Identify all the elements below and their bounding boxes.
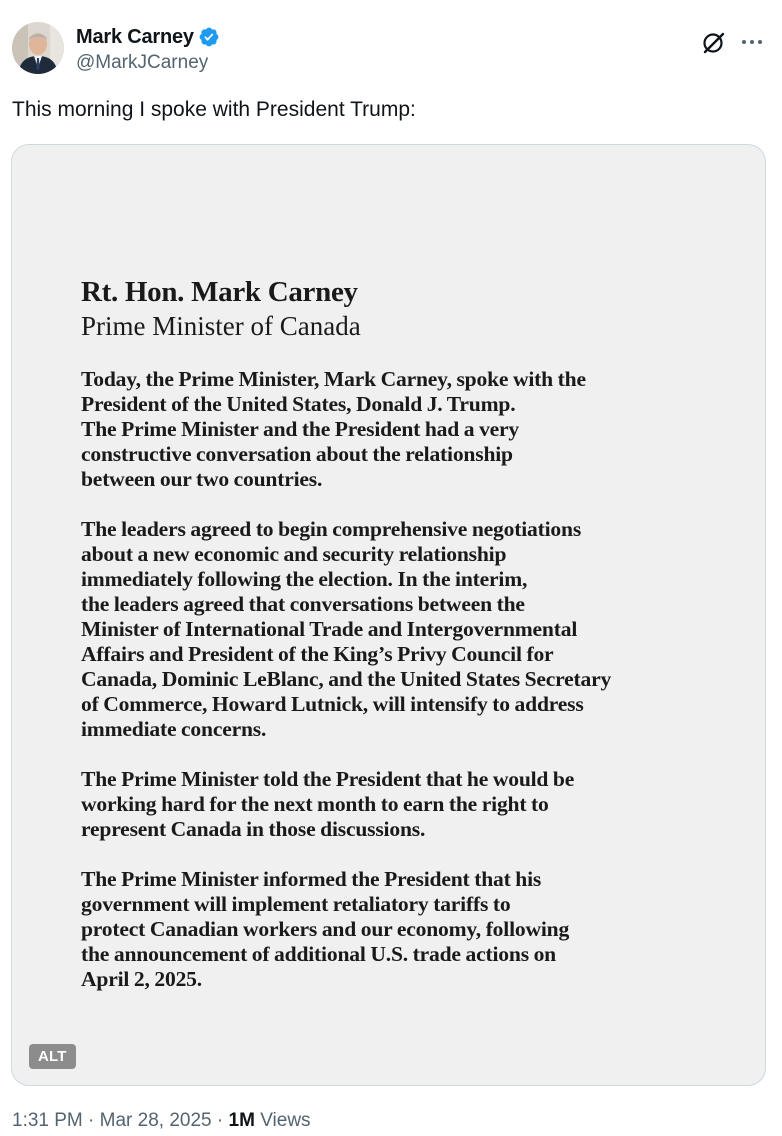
tweet-meta <box>12 1110 311 1132</box>
statement-line: The Prime Minister informed the President that his <box>81 867 542 891</box>
statement-paragraph <box>81 767 721 842</box>
meta-separator: · <box>88 1110 95 1131</box>
statement-line: Today, the Prime Minister, Mark Carney, spoke with the <box>81 367 586 391</box>
statement-line: represent Canada in those discussions. <box>81 817 426 841</box>
statement-document <box>81 275 721 1017</box>
statement-line: Minister of International Trade and Intergovernmental <box>81 617 578 641</box>
statement-line: April 2, 2025. <box>81 967 202 991</box>
statement-title: Rt. Hon. Mark Carney <box>81 276 358 308</box>
statement-line: immediate concerns. <box>81 717 267 741</box>
statement-line: about a new economic and security relationship <box>81 542 507 566</box>
tweet-header <box>12 22 770 78</box>
media-image[interactable] <box>11 144 766 1086</box>
statement-line: The Prime Minister and the President had a very <box>81 417 520 441</box>
views-label[interactable]: Views <box>260 1110 311 1131</box>
tweet-text: This morning I spoke with President Trump: <box>12 98 416 121</box>
statement-line: of Commerce, Howard Lutnick, will intensify to address <box>81 692 584 716</box>
alt-text-button[interactable]: ALT <box>29 1044 76 1069</box>
statement-line: immediately following the election. In the interim, <box>81 567 528 591</box>
statement-line: The Prime Minister told the President that he would be <box>81 767 575 791</box>
author-handle[interactable]: @MarkJCarney <box>76 52 209 73</box>
statement-subtitle: Prime Minister of Canada <box>81 311 361 341</box>
statement-paragraph <box>81 867 721 992</box>
statement-line: President of the United States, Donald J. Trump. <box>81 392 516 416</box>
statement-line: constructive conversation about the relationship <box>81 442 513 466</box>
tweet-date[interactable]: Mar 28, 2025 <box>99 1110 212 1131</box>
statement-paragraph <box>81 367 721 492</box>
tweet-time[interactable]: 1:31 PM <box>12 1110 83 1131</box>
statement-line: working hard for the next month to earn the right to <box>81 792 549 816</box>
grok-icon[interactable] <box>700 28 728 56</box>
verified-badge-icon[interactable] <box>198 26 220 48</box>
views-count[interactable]: 1M <box>228 1110 255 1131</box>
author-info <box>76 24 220 74</box>
statement-line: government will implement retaliatory tariffs to <box>81 892 511 916</box>
meta-separator: · <box>216 1110 224 1131</box>
statement-line: the leaders agreed that conversations between the <box>81 592 525 616</box>
avatar[interactable] <box>12 22 64 74</box>
statement-line: The leaders agreed to begin comprehensive negotiations <box>81 517 582 541</box>
statement-line: between our two countries. <box>81 467 323 491</box>
statement-paragraph <box>81 517 721 742</box>
statement-line: protect Canadian workers and our economy, following <box>81 917 570 941</box>
more-options-icon[interactable] <box>738 28 766 56</box>
author-name[interactable]: Mark Carney <box>76 25 194 48</box>
statement-line: Canada, Dominic LeBlanc, and the United States Secretary <box>81 667 612 691</box>
statement-line: Affairs and President of the King’s Privy Council for <box>81 642 554 666</box>
statement-line: the announcement of additional U.S. trade actions on <box>81 942 556 966</box>
